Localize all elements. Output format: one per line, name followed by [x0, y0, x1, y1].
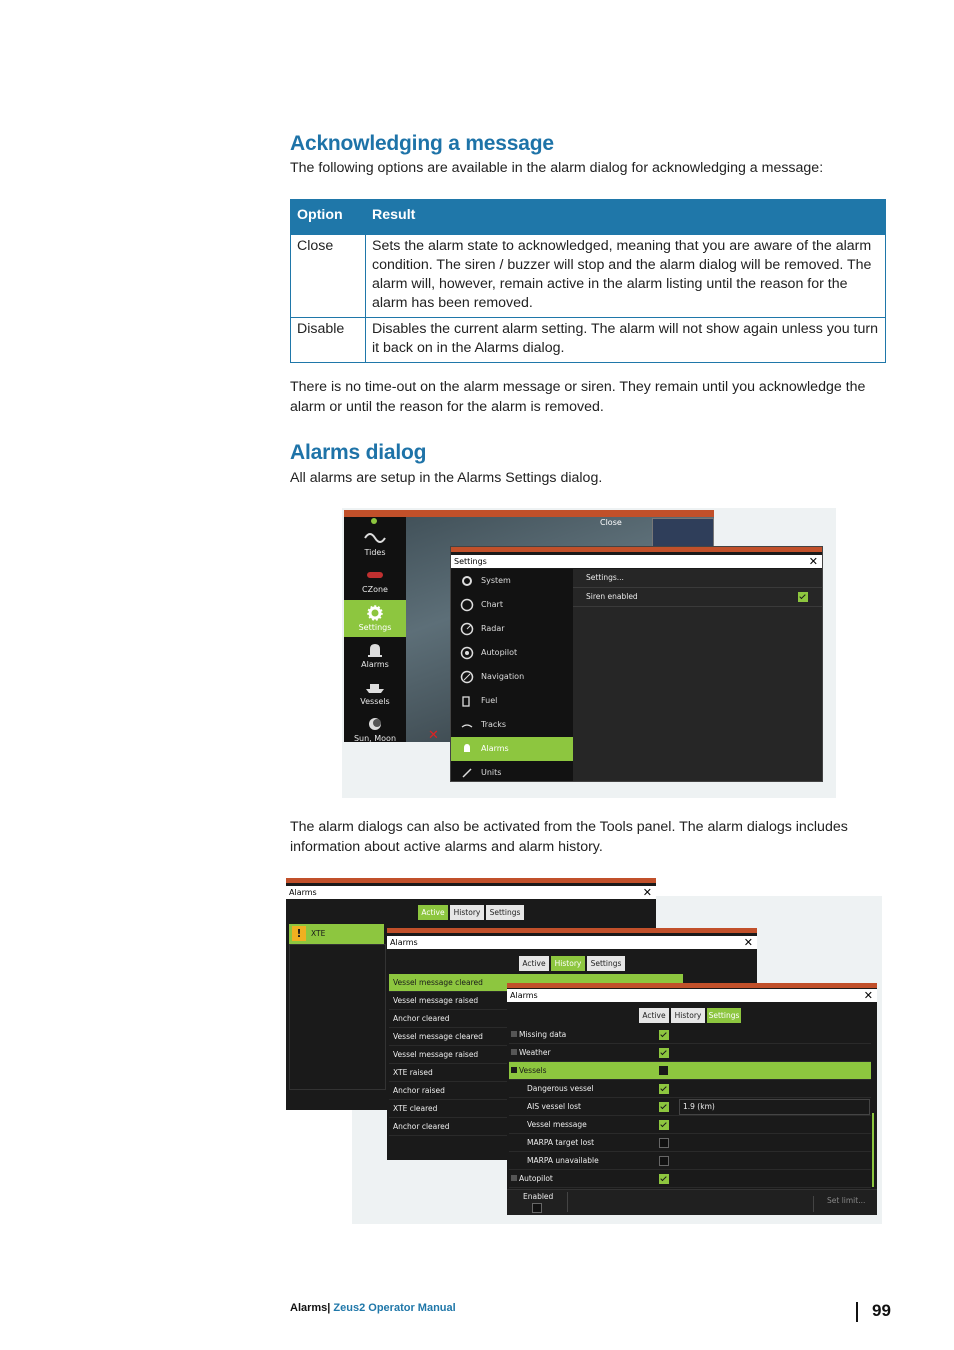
alarm-label: XTE: [311, 929, 326, 938]
row-label: Vessel message: [527, 1120, 587, 1129]
screenshot-settings-alarms: [342, 508, 836, 798]
table-header-option: Option: [291, 200, 366, 235]
footer-separator: |: [327, 1302, 331, 1314]
menu-item-radar[interactable]: [451, 617, 573, 641]
tab-settings[interactable]: Settings: [486, 905, 524, 920]
close-icon[interactable]: ✕: [642, 886, 652, 899]
tool-label: Sun, Moon: [353, 734, 397, 743]
czone-icon: [364, 567, 386, 583]
menu-label: Fuel: [481, 696, 498, 705]
row-label: Weather: [519, 1048, 551, 1057]
bell-icon: [364, 642, 386, 658]
gear-icon: [364, 605, 386, 621]
tracks-icon: [460, 718, 474, 732]
dialog-title: Alarms: [510, 991, 538, 1000]
dialog-title: Alarms: [390, 938, 418, 947]
menu-label: Units: [481, 768, 502, 777]
page-number-divider: [856, 1302, 858, 1322]
row-checkbox[interactable]: [659, 1138, 669, 1148]
list-item[interactable]: [509, 1026, 871, 1044]
dialog-title-bar: [507, 989, 877, 1002]
list-item[interactable]: Vessel message raised: [389, 992, 683, 1010]
table-cell-result: Disables the current alarm setting. The alarm will not show again unless you turn it back on in the Alarms dialog.: [366, 318, 886, 363]
radar-icon: [460, 622, 474, 636]
tool-sun-moon[interactable]: [344, 711, 406, 748]
expand-icon[interactable]: [511, 1175, 517, 1181]
list-item[interactable]: Anchor cleared: [389, 1118, 683, 1136]
row-label: MARPA target lost: [527, 1138, 595, 1147]
list-item[interactable]: [509, 1044, 871, 1062]
dialog-title-bar: [286, 886, 656, 899]
menu-item-system[interactable]: [451, 569, 573, 593]
section-heading-alarms-dialog: Alarms dialog: [290, 441, 427, 464]
menu-label: Chart: [481, 600, 503, 609]
gear-icon: [460, 574, 474, 588]
list-item[interactable]: [509, 1134, 871, 1152]
table-row: [291, 235, 886, 318]
row-checkbox[interactable]: [659, 1120, 669, 1130]
divider: [813, 1196, 814, 1212]
settings-content: [573, 569, 822, 781]
list-item[interactable]: XTE cleared: [389, 1100, 683, 1118]
tool-vessels[interactable]: [344, 674, 406, 711]
tab-active[interactable]: Active: [639, 1008, 669, 1023]
options-table: [290, 199, 886, 363]
menu-item-units[interactable]: [451, 761, 573, 785]
tool-tides[interactable]: [344, 525, 406, 562]
table-cell-result: Sets the alarm state to acknowledged, meaning that you are aware of the alarm condition. The siren / buzzer will stop and the alarm dialog will be removed. The alarm will, however, remain active in the alarm listing until the reason for the alarm has been removed.: [366, 235, 886, 318]
settings-alarms-dialog: [507, 983, 877, 1214]
row-checkbox[interactable]: [659, 1048, 669, 1058]
footer-manual-title: Zeus2 Operator Manual: [330, 1302, 456, 1314]
table-row: [291, 318, 886, 363]
dialog-title: Settings: [454, 557, 487, 566]
list-item[interactable]: [509, 1152, 871, 1170]
tool-label: Tides: [364, 548, 386, 557]
menu-label: Navigation: [481, 672, 525, 681]
list-item[interactable]: Vessel message raised: [389, 1046, 683, 1064]
menu-item-alarms[interactable]: [451, 737, 573, 761]
close-icon[interactable]: ✕: [863, 989, 873, 1002]
menu-item-tracks[interactable]: [451, 713, 573, 737]
list-item[interactable]: Anchor raised: [389, 1082, 683, 1100]
settings-dialog: [450, 546, 823, 782]
wave-icon: [364, 530, 386, 546]
tool-label: Vessels: [360, 697, 390, 706]
list-item[interactable]: XTE raised: [389, 1064, 683, 1082]
list-item[interactable]: Vessel message cleared: [389, 974, 683, 992]
menu-label: System: [481, 576, 511, 585]
page-footer: [290, 1302, 456, 1314]
status-bar: [344, 510, 714, 517]
row-label: Dangerous vessel: [527, 1084, 594, 1093]
list-item[interactable]: [289, 924, 384, 945]
row-checkbox[interactable]: [659, 1030, 669, 1040]
tab-settings[interactable]: Settings: [587, 956, 625, 971]
expand-icon[interactable]: [511, 1031, 517, 1037]
settings-link: Settings...: [586, 573, 624, 582]
collapse-icon[interactable]: [511, 1067, 517, 1073]
tool-label: CZone: [362, 585, 388, 594]
tool-czone[interactable]: [344, 562, 406, 599]
table-header-result: Result: [366, 200, 886, 235]
menu-item-chart[interactable]: [451, 593, 573, 617]
table-header-row: [291, 200, 886, 235]
dialog-title-bar: [387, 936, 757, 949]
dialog-title: Alarms: [289, 888, 317, 897]
footer-chapter: Alarms: [290, 1302, 328, 1314]
alarm-list-pane: [289, 944, 386, 1090]
tools-panel: [344, 517, 406, 742]
tab-active[interactable]: Active: [519, 956, 549, 971]
screenshot-alarm-dialogs: [284, 876, 884, 1224]
warning-icon: !: [292, 926, 306, 941]
partial-checkbox[interactable]: [659, 1066, 668, 1075]
expand-icon[interactable]: [511, 1049, 517, 1055]
status-bar: [286, 878, 656, 883]
close-icon[interactable]: ✕: [743, 936, 753, 949]
tab-history[interactable]: History: [450, 905, 484, 920]
row-checkbox[interactable]: [659, 1084, 669, 1094]
autopilot-icon: [460, 646, 474, 660]
section-intro: The following options are available in the alarm dialog for acknowledging a message:: [290, 160, 824, 176]
vessel-icon: [364, 679, 386, 695]
status-led-icon: [371, 518, 377, 524]
close-x-icon: ✕: [428, 728, 439, 743]
tab-history[interactable]: History: [551, 956, 585, 971]
fuel-icon: [460, 694, 474, 708]
close-label[interactable]: Close: [600, 518, 622, 527]
section2-para: The alarm dialogs can also be activated from the Tools panel. The alarm dialogs includes information about active alarms and alarm history.: [290, 819, 848, 855]
row-label: AIS vessel lost: [527, 1102, 581, 1111]
table-cell-option: Close: [291, 235, 366, 318]
menu-item-autopilot[interactable]: [451, 641, 573, 665]
section-heading-acknowledging: Acknowledging a message: [290, 132, 554, 155]
row-label: Vessels: [519, 1066, 547, 1075]
row-label: Missing data: [519, 1030, 567, 1039]
tool-label: Alarms: [361, 660, 389, 669]
table-cell-option: Disable: [291, 318, 366, 363]
list-item[interactable]: [509, 1170, 871, 1188]
close-icon[interactable]: ✕: [808, 555, 818, 568]
dialog-footer: [507, 1189, 877, 1215]
settings-menu: [451, 569, 573, 781]
status-bar: [451, 547, 822, 552]
tab-history[interactable]: History: [671, 1008, 705, 1023]
list-item[interactable]: [573, 588, 822, 607]
set-limit-button[interactable]: Set limit...: [827, 1196, 866, 1205]
tab-active[interactable]: Active: [418, 905, 448, 920]
menu-item-fuel[interactable]: [451, 689, 573, 713]
tool-settings[interactable]: [344, 600, 406, 637]
list-item[interactable]: Vessel message cleared: [389, 1028, 683, 1046]
row-label: MARPA unavailable: [527, 1156, 599, 1165]
sun-moon-icon: [364, 716, 386, 732]
scrollbar[interactable]: [872, 1113, 874, 1187]
enabled-checkbox[interactable]: [532, 1203, 542, 1213]
row-checkbox[interactable]: [659, 1102, 669, 1112]
menu-label: Radar: [481, 624, 505, 633]
menu-label: Tracks: [481, 720, 507, 729]
section2-intro: All alarms are setup in the Alarms Settings dialog.: [290, 470, 603, 486]
tool-label: Settings: [358, 623, 392, 632]
list-item[interactable]: Anchor cleared: [389, 1010, 683, 1028]
row-checkbox[interactable]: [659, 1174, 669, 1184]
row-label: Autopilot: [519, 1174, 553, 1183]
list-item[interactable]: [509, 1062, 871, 1080]
menu-label: Alarms: [481, 744, 509, 753]
siren-enabled-checkbox[interactable]: [798, 592, 808, 602]
enabled-label: Enabled: [523, 1192, 554, 1201]
compass-icon: [460, 670, 474, 684]
menu-item-navigation[interactable]: [451, 665, 573, 689]
list-item[interactable]: [573, 569, 822, 588]
dialog-title-bar: [451, 555, 822, 568]
row-checkbox[interactable]: [659, 1156, 669, 1166]
list-item[interactable]: [509, 1116, 871, 1134]
tab-settings[interactable]: Settings: [707, 1008, 741, 1023]
list-item[interactable]: [509, 1098, 871, 1116]
bell-icon: [460, 742, 474, 756]
siren-enabled-label: Siren enabled: [586, 592, 638, 601]
divider: [567, 1192, 568, 1212]
menu-label: Autopilot: [481, 648, 518, 657]
limit-value-field[interactable]: 1.9 (km): [679, 1099, 870, 1115]
tool-alarms[interactable]: [344, 637, 406, 674]
timeout-note: There is no time-out on the alarm message or siren. They remain until you acknowledge the alarm or until the reason for the alarm is removed.: [290, 379, 866, 415]
page-number: 99: [872, 1301, 891, 1320]
list-item[interactable]: [509, 1080, 871, 1098]
ruler-icon: [460, 766, 474, 780]
status-bar: [507, 983, 877, 988]
chart-icon: [460, 598, 474, 612]
status-bar: [387, 928, 757, 933]
